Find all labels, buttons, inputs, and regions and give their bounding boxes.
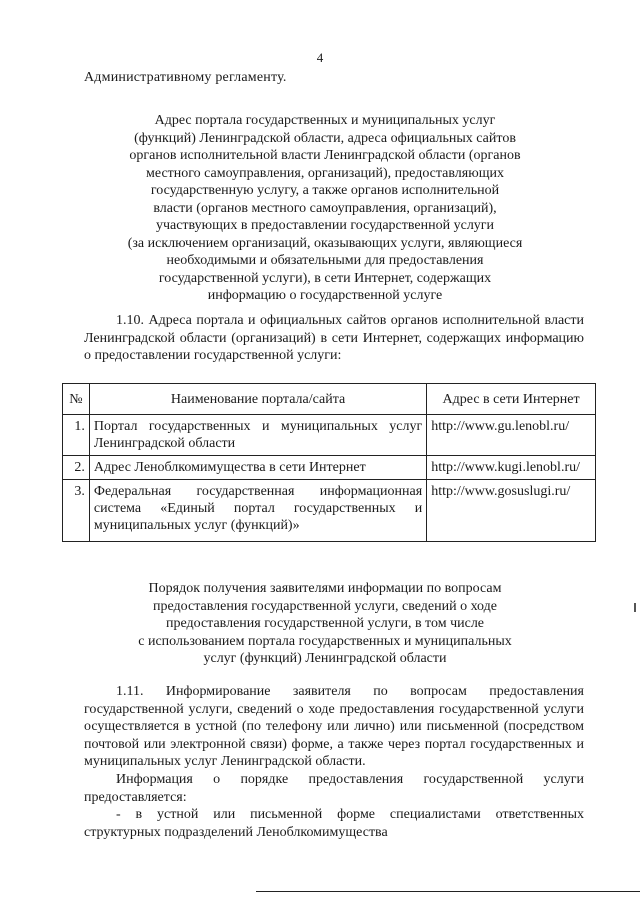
paragraph-1-11-text: 1.11. Информирование заявителя по вопросам предоставления государственной услуги, сведений о ходе предоставления государственной услуги осуществляется в устной (по телефону или лично) или письменной (посредством почтовой или электронной связи) форме, а также через портал государственных и муниципальных услуг Ленинградской области.	[84, 684, 584, 770]
paragraph-1-11	[84, 683, 584, 771]
heading-line: Порядок получения заявителями информации по вопросам	[148, 581, 502, 596]
portal-name: Портал государственных и муниципальных услуг Ленинградской области	[89, 415, 426, 456]
paragraph-1-10	[84, 312, 584, 365]
table-row	[63, 456, 596, 480]
heading-line: предоставления государственной услуги, сведений о ходе	[153, 598, 497, 614]
portal-url: http://www.gu.lenobl.ru/	[427, 415, 596, 456]
table-row	[63, 480, 596, 542]
heading-line: местного самоуправления, организаций), предоставляющих	[146, 165, 504, 181]
heading-line: информацию о государственной услуге	[207, 288, 443, 303]
heading-line: услуг (функций) Ленинградской области	[203, 651, 447, 666]
portal-name: Адрес Леноблкомимущества в сети Интернет	[89, 456, 426, 480]
heading-line: с использованием портала государственных и муниципальных	[138, 633, 512, 649]
heading-line: необходимыми и обязательными для предоставления	[166, 253, 484, 268]
row-number: 3.	[63, 480, 90, 542]
section-heading-portal-addresses	[90, 112, 560, 305]
bottom-rule	[256, 891, 640, 892]
heading-line: органов исполнительной власти Ленинградской области (органов	[129, 148, 521, 163]
margin-mark	[634, 603, 636, 612]
heading-line: Адрес портала государственных и муниципальных услуг	[154, 113, 496, 128]
portal-name: Федеральная государственная информационная система «Единый портал государственных и муниципальных услуг (функций)»	[89, 480, 426, 542]
paragraph-bullet-text: - в устной или письменной форме специалистами ответственных структурных подразделений Леноблкомимущества	[84, 807, 584, 840]
page-number: 4	[316, 50, 324, 65]
heading-line: (функций) Ленинградской области, адреса официальных сайтов	[134, 130, 516, 146]
table-header-row	[63, 384, 596, 415]
intro-line: Административному регламенту.	[84, 70, 287, 85]
heading-line: государственной услуги), в сети Интернет, содержащих	[158, 270, 492, 286]
heading-line: участвующих в предоставлении государственной услуги	[155, 218, 495, 233]
portal-url: http://www.kugi.lenobl.ru/	[427, 456, 596, 480]
row-number: 2.	[63, 456, 90, 480]
column-header-name: Наименование портала/сайта	[89, 384, 426, 415]
heading-line: власти (органов местного самоуправления, организаций),	[153, 200, 497, 216]
portal-addresses-table	[62, 383, 596, 542]
heading-line: предоставления государственной услуги, в том числе	[165, 616, 485, 631]
paragraph-bullet	[84, 806, 584, 841]
column-header-number: №	[63, 384, 90, 415]
paragraph-info-text: Информация о порядке предоставления государственной услуги предоставляется:	[84, 771, 584, 805]
row-number: 1.	[63, 415, 90, 456]
heading-line: государственную услугу, а также органов исполнительной	[150, 183, 500, 198]
column-header-url: Адрес в сети Интернет	[427, 384, 596, 415]
section-heading-information-procedure	[90, 580, 560, 668]
paragraph-info	[84, 771, 584, 806]
portal-url: http://www.gosuslugi.ru/	[427, 480, 596, 542]
paragraph-1-11-block	[84, 683, 584, 841]
table-row	[63, 415, 596, 456]
paragraph-1-10-text: 1.10. Адреса портала и официальных сайтов органов исполнительной власти Ленинградской области (организаций) в сети Интернет, содержащих информацию о предоставлении государственной услуги:	[84, 313, 584, 364]
heading-line: (за исключением организаций, оказывающих услуги, являющиеся	[127, 235, 523, 251]
